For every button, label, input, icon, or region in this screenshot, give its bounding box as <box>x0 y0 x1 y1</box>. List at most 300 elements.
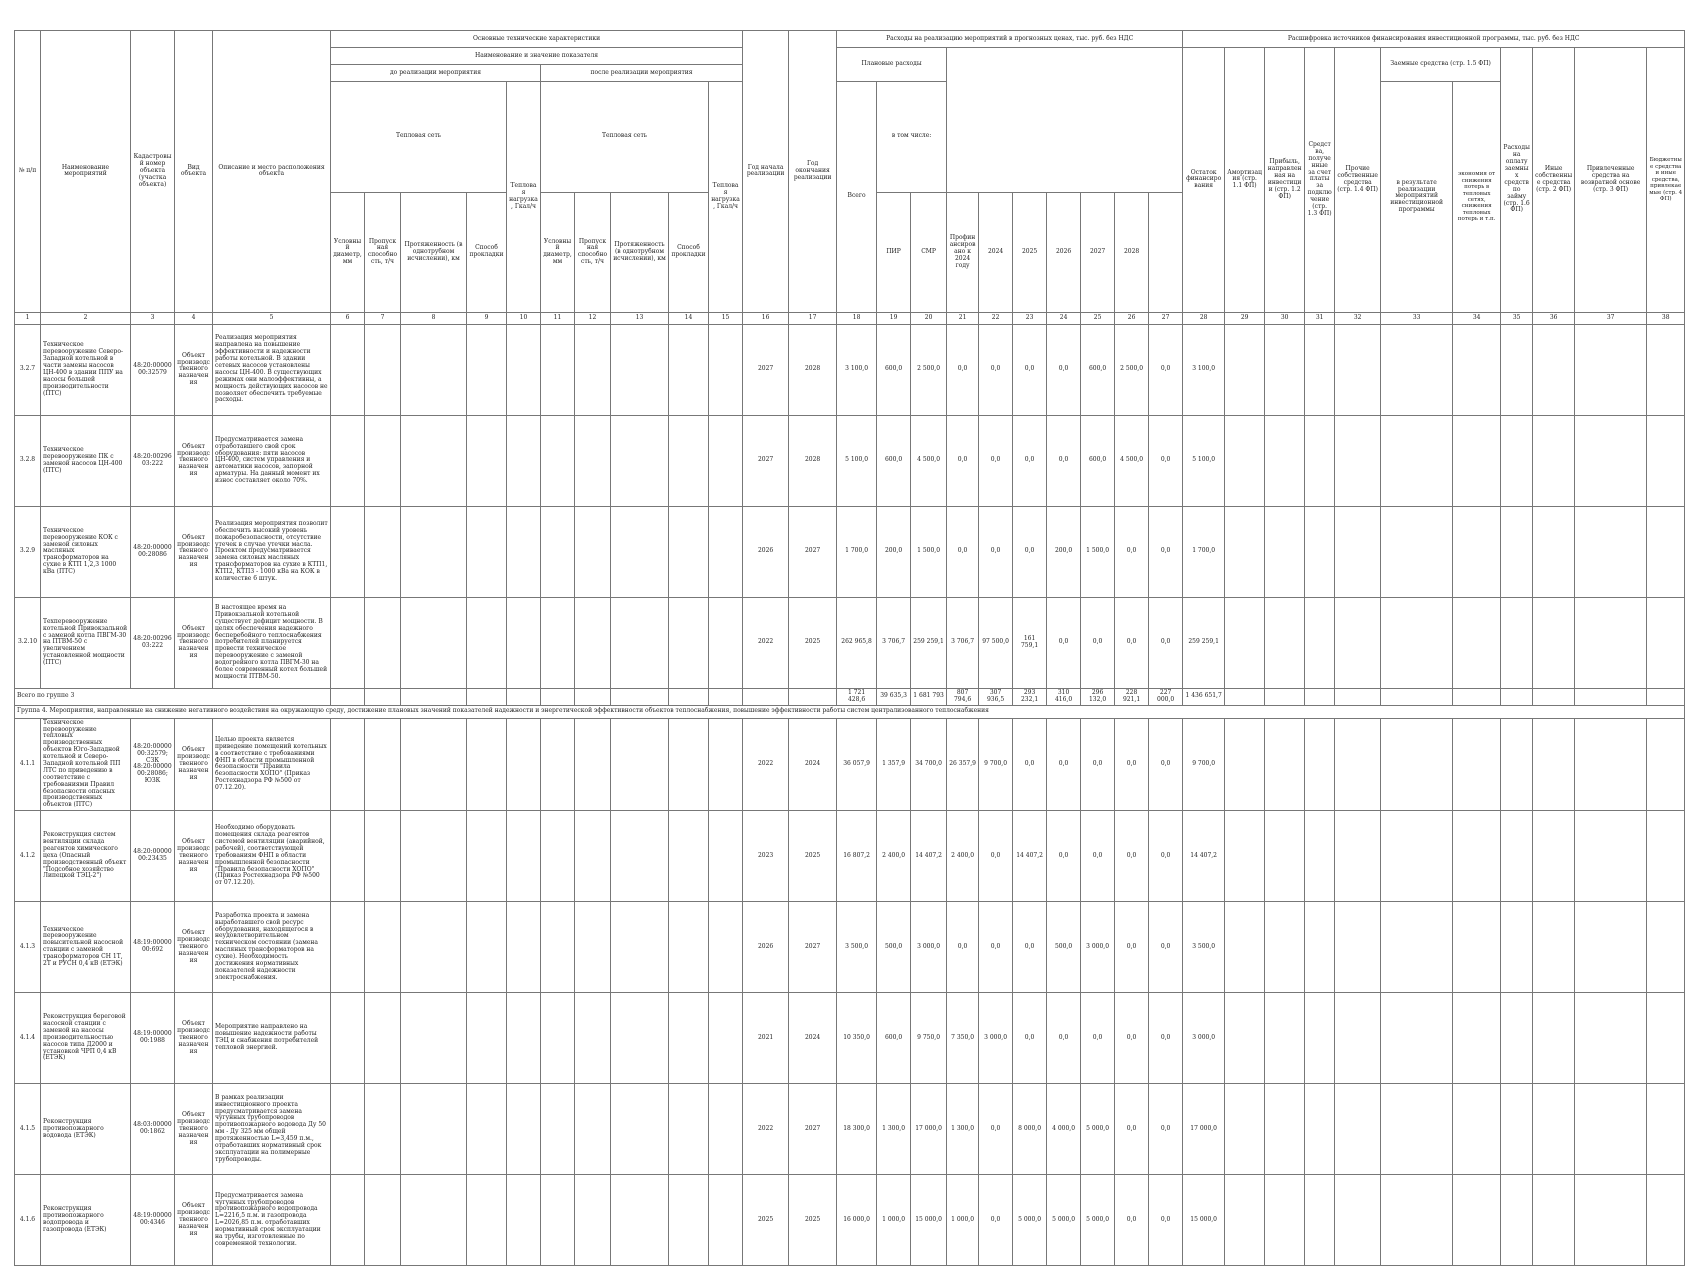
tech-char-cell <box>575 902 611 993</box>
column-number: 27 <box>1149 312 1183 324</box>
column-number: 6 <box>331 312 365 324</box>
column-number: 13 <box>611 312 669 324</box>
financing-cell <box>1225 811 1265 902</box>
tech-char-cell <box>331 718 365 811</box>
col-head-31: Прочие собственные средства (стр. 1.4 ФП) <box>1335 48 1381 313</box>
tech-char-cell <box>541 993 575 1084</box>
financing-cell <box>1225 324 1265 415</box>
table-row <box>15 1084 1685 1175</box>
financing-cell <box>1381 324 1453 415</box>
tech-char-cell <box>467 597 507 688</box>
blank-cell <box>669 688 709 705</box>
financing-cell <box>1575 718 1647 811</box>
group-total-label: Всего по группе 3 <box>15 688 331 705</box>
tech-char-cell <box>541 902 575 993</box>
end-year: 2025 <box>789 811 837 902</box>
col-head-5: Описание и место расположения объекта <box>213 31 331 313</box>
value-v27: 3 000,0 <box>1081 902 1115 993</box>
value-v26: 0,0 <box>1047 597 1081 688</box>
financing-cell <box>1533 811 1575 902</box>
col-head-27: Остаток финансирования <box>1183 48 1225 313</box>
column-number: 35 <box>1501 312 1533 324</box>
financing-cell <box>1501 1084 1533 1175</box>
row-number: 3.2.10 <box>15 597 41 688</box>
financing-cell <box>1335 902 1381 993</box>
value-amort: 259 259,1 <box>1183 597 1225 688</box>
tech-char-cell <box>401 324 467 415</box>
tech-char-cell <box>365 1084 401 1175</box>
column-number: 11 <box>541 312 575 324</box>
tech-char-cell <box>401 811 467 902</box>
object-kind: Объект производственного назначения <box>175 1175 213 1266</box>
start-year: 2027 <box>743 324 789 415</box>
financing-cell <box>1225 1084 1265 1175</box>
value-v28: 0,0 <box>1115 1175 1149 1266</box>
value-amort: 3 500,0 <box>1183 902 1225 993</box>
tech-char-cell <box>401 506 467 597</box>
tech-char-cell <box>575 1175 611 1266</box>
tech-char-cell <box>401 718 467 811</box>
start-year: 2023 <box>743 811 789 902</box>
col-head-6: Условный диаметр, мм <box>331 192 365 312</box>
investment-table <box>14 30 1685 1266</box>
measure-name: Реконструкция береговой насосной станции с заменой на насосы производительностью насосов типа Д2000 и установкой ЧРП 0,4 кВ (ЕТЭК) <box>41 993 131 1084</box>
object-description: В рамках реализации инвестиционного проекта предусматривается замена чугунных трубопроводов противопожарного водовода Ду 50 мм - Ду 325 мм общей протяженностью L=3,459 п.м., отработавших нормативный срок эксплуатации на полимерные трубопроводы. <box>213 1084 331 1175</box>
value-fin: 1 000,0 <box>947 1175 979 1266</box>
blank-cell <box>1453 688 1501 705</box>
tech-char-cell <box>365 718 401 811</box>
tech-char-cell <box>401 415 467 506</box>
financing-cell <box>1453 993 1501 1084</box>
financing-cell <box>1575 1084 1647 1175</box>
financing-cell <box>1381 415 1453 506</box>
tech-char-cell <box>467 324 507 415</box>
tech-char-cell <box>575 811 611 902</box>
financing-cell <box>1533 597 1575 688</box>
total-v25: 293 232,1 <box>1013 688 1047 705</box>
end-year: 2024 <box>789 718 837 811</box>
head-heatnet-after: Тепловая сеть <box>541 82 709 193</box>
financing-cell <box>1265 718 1305 811</box>
tech-char-cell <box>709 324 743 415</box>
value-v24: 9 700,0 <box>979 718 1013 811</box>
value-total: 5 100,0 <box>837 415 877 506</box>
measure-name: Техническое перевооружение тепловых производственных объектов Юго-Западной котельной и Северо-Западной котельной ПП ЛТС по приведению в соответствие с требованиями Правил безопасности опасных производственных объектов (ПТС) <box>41 718 131 811</box>
financing-cell <box>1225 506 1265 597</box>
financing-cell <box>1381 811 1453 902</box>
value-v26: 4 000,0 <box>1047 1084 1081 1175</box>
head-indicator: Наименование и значение показателя <box>331 48 743 65</box>
head-before: до реализации мероприятия <box>331 65 541 82</box>
head-after: после реализации мероприятия <box>541 65 743 82</box>
financing-cell <box>1533 506 1575 597</box>
table-row <box>15 415 1685 506</box>
value-total: 10 350,0 <box>837 993 877 1084</box>
cadastral-number: 48:20:0029603:222 <box>131 415 175 506</box>
financing-cell <box>1533 718 1575 811</box>
financing-cell <box>1265 597 1305 688</box>
tech-char-cell <box>611 415 669 506</box>
financing-cell <box>1265 1175 1305 1266</box>
financing-cell <box>1381 993 1453 1084</box>
column-number: 24 <box>1047 312 1081 324</box>
value-v24: 0,0 <box>979 324 1013 415</box>
tech-char-cell <box>507 415 541 506</box>
tech-char-cell <box>669 902 709 993</box>
tech-char-cell <box>507 993 541 1084</box>
blank-cell <box>611 688 669 705</box>
start-year: 2025 <box>743 1175 789 1266</box>
column-number: 36 <box>1533 312 1575 324</box>
financing-cell <box>1647 597 1685 688</box>
table-row <box>15 811 1685 902</box>
cadastral-number: 48:19:0000000:1988 <box>131 993 175 1084</box>
tech-char-cell <box>331 415 365 506</box>
blank-cell <box>1335 688 1381 705</box>
value-smr: 14 407,2 <box>911 811 947 902</box>
value-amort: 3 100,0 <box>1183 324 1225 415</box>
tech-char-cell <box>365 597 401 688</box>
financing-cell <box>1225 993 1265 1084</box>
tech-char-cell <box>401 597 467 688</box>
col-head-11: Условный диаметр, мм <box>541 192 575 312</box>
tech-char-cell <box>611 597 669 688</box>
tech-char-cell <box>611 1175 669 1266</box>
financing-cell <box>1501 1175 1533 1266</box>
value-smr: 2 500,0 <box>911 324 947 415</box>
blank-cell <box>541 688 575 705</box>
col-head-12: Пропускная способность, т/ч <box>575 192 611 312</box>
financing-cell <box>1533 1084 1575 1175</box>
value-v24: 0,0 <box>979 1175 1013 1266</box>
start-year: 2022 <box>743 718 789 811</box>
end-year: 2027 <box>789 506 837 597</box>
column-number: 21 <box>947 312 979 324</box>
column-number: 2 <box>41 312 131 324</box>
tech-char-cell <box>467 718 507 811</box>
start-year: 2026 <box>743 506 789 597</box>
value-pir: 600,0 <box>877 993 911 1084</box>
financing-cell <box>1225 1175 1265 1266</box>
measure-name: Техническое перевооружение Северо-Западной котельной в части замены насосов ЦН-400 в здании ППУ на насосы большей производительности (ПТС) <box>41 324 131 415</box>
blank-cell <box>789 688 837 705</box>
tech-char-cell <box>467 993 507 1084</box>
col-head-17: Год окончания реализации <box>789 31 837 313</box>
object-description: В настоящее время на Привокзальной котельной существует дефицит мощности. В целях обеспечения надежного бесперебойного теплоснабжения потребителей планируется провести техническое перевооружение с заменой водогрейного котла ПВГМ-30 на более современный котел большей мощности ПТВМ-50. <box>213 597 331 688</box>
head-planned: Плановые расходы <box>837 48 947 82</box>
col-head-18: Всего <box>837 82 877 313</box>
financing-cell <box>1575 597 1647 688</box>
value-v28: 2 500,0 <box>1115 324 1149 415</box>
col-head-37: Бюджетные средства и иные средства, привлекаемые (стр. 4 ФП) <box>1647 48 1685 313</box>
financing-cell <box>1335 718 1381 811</box>
col-head-9: Способ прокладки <box>467 192 507 312</box>
value-rest: 0,0 <box>1149 1175 1183 1266</box>
value-v28: 0,0 <box>1115 506 1149 597</box>
tech-char-cell <box>541 718 575 811</box>
financing-cell <box>1453 718 1501 811</box>
measure-name: Реконструкция систем вентиляции склада реагентов химического цеха (Опасный производственный объект "Подсобное хозяйство Липецкой ТЭЦ-2") <box>41 811 131 902</box>
financing-cell <box>1533 902 1575 993</box>
value-v26: 0,0 <box>1047 415 1081 506</box>
financing-cell <box>1265 902 1305 993</box>
row-number: 4.1.1 <box>15 718 41 811</box>
tech-char-cell <box>365 902 401 993</box>
tech-char-cell <box>669 506 709 597</box>
column-number: 1 <box>15 312 41 324</box>
tech-char-cell <box>575 597 611 688</box>
total-amort: 1 436 651,7 <box>1183 688 1225 705</box>
value-fin: 0,0 <box>947 415 979 506</box>
value-smr: 15 000,0 <box>911 1175 947 1266</box>
financing-cell <box>1453 1084 1501 1175</box>
table-row <box>15 506 1685 597</box>
table-row <box>15 902 1685 993</box>
tech-char-cell <box>541 506 575 597</box>
col-head-36: Привлеченные средства на возвратной основе (стр. 3 ФП) <box>1575 48 1647 313</box>
financing-cell <box>1501 993 1533 1084</box>
table-row <box>15 1175 1685 1266</box>
tech-char-cell <box>611 506 669 597</box>
object-description: Необходимо оборудовать помещения склада реагентов системой вентиляции (аварийной, рабочей), соответствующей требованиям ФНП в области промышленной безопасности "Правила безопасности ХОПО" (Приказ Ростехнадзора РФ №500 от 07.12.20). <box>213 811 331 902</box>
blank-cell <box>401 688 467 705</box>
column-number: 32 <box>1335 312 1381 324</box>
blank-cell <box>1305 688 1335 705</box>
tech-char-cell <box>401 1084 467 1175</box>
end-year: 2027 <box>789 902 837 993</box>
tech-char-cell <box>467 506 507 597</box>
cadastral-number: 48:20:0000000:32579 <box>131 324 175 415</box>
end-year: 2024 <box>789 993 837 1084</box>
row-number: 4.1.2 <box>15 811 41 902</box>
column-number: 5 <box>213 312 331 324</box>
start-year: 2026 <box>743 902 789 993</box>
value-v27: 5 000,0 <box>1081 1175 1115 1266</box>
financing-cell <box>1647 902 1685 993</box>
financing-cell <box>1335 1084 1381 1175</box>
start-year: 2022 <box>743 597 789 688</box>
col-head-34: Расходы на оплату заемных средств по займу (стр. 1.6 ФП) <box>1501 48 1533 313</box>
financing-cell <box>1575 415 1647 506</box>
value-pir: 600,0 <box>877 415 911 506</box>
value-pir: 1 000,0 <box>877 1175 911 1266</box>
tech-char-cell <box>331 324 365 415</box>
financing-cell <box>1265 1084 1305 1175</box>
financing-cell <box>1533 415 1575 506</box>
col-head-21: Профинансировано к 2024 году <box>947 192 979 312</box>
head-financing: Расшифровка источников финансирования инвестиционной программы, тыс. руб. без НДС <box>1183 31 1685 48</box>
value-v26: 0,0 <box>1047 718 1081 811</box>
blank-cell <box>507 688 541 705</box>
financing-cell <box>1501 415 1533 506</box>
value-v28: 0,0 <box>1115 993 1149 1084</box>
financing-cell <box>1225 415 1265 506</box>
financing-cell <box>1305 324 1335 415</box>
financing-cell <box>1225 718 1265 811</box>
measure-name: Техническое перевооружение ПК с заменой насосов ЦН-400 (ПТС) <box>41 415 131 506</box>
column-number: 34 <box>1453 312 1501 324</box>
tech-char-cell <box>709 597 743 688</box>
object-kind: Объект производственного назначения <box>175 506 213 597</box>
financing-cell <box>1305 1084 1335 1175</box>
financing-cell <box>1305 506 1335 597</box>
tech-char-cell <box>541 1084 575 1175</box>
blank-cell <box>1647 688 1685 705</box>
object-kind: Объект производственного назначения <box>175 811 213 902</box>
tech-char-cell <box>507 718 541 811</box>
value-rest: 0,0 <box>1149 811 1183 902</box>
col-head-22: 2024 <box>979 192 1013 312</box>
tech-char-cell <box>575 993 611 1084</box>
tech-char-cell <box>331 993 365 1084</box>
financing-cell <box>1381 902 1453 993</box>
blank-cell <box>709 688 743 705</box>
measure-name: Реконструкция противопожарного водовода (ЕТЭК) <box>41 1084 131 1175</box>
start-year: 2027 <box>743 415 789 506</box>
blank-cell <box>743 688 789 705</box>
column-number: 30 <box>1265 312 1305 324</box>
value-amort: 3 000,0 <box>1183 993 1225 1084</box>
value-v27: 1 500,0 <box>1081 506 1115 597</box>
start-year: 2021 <box>743 993 789 1084</box>
value-v24: 0,0 <box>979 1084 1013 1175</box>
value-fin: 1 300,0 <box>947 1084 979 1175</box>
value-fin: 7 350,0 <box>947 993 979 1084</box>
tech-char-cell <box>575 506 611 597</box>
tech-char-cell <box>331 1084 365 1175</box>
financing-cell <box>1575 993 1647 1084</box>
measure-name: Техперевооружение котельной Привокзальной с заменой котла ПВГМ-30 на ПТВМ-50 с увеличением установленной мощности (ПТС) <box>41 597 131 688</box>
col-head-10: Тепловая нагрузка, Гкал/ч <box>507 82 541 313</box>
financing-cell <box>1647 1175 1685 1266</box>
value-v24: 0,0 <box>979 506 1013 597</box>
value-v27: 0,0 <box>1081 718 1115 811</box>
financing-cell <box>1501 324 1533 415</box>
column-number: 29 <box>1225 312 1265 324</box>
financing-cell <box>1335 597 1381 688</box>
object-kind: Объект производственного назначения <box>175 902 213 993</box>
object-kind: Объект производственного назначения <box>175 718 213 811</box>
group-total-row <box>15 688 1685 705</box>
tech-char-cell <box>669 718 709 811</box>
column-number: 23 <box>1013 312 1047 324</box>
financing-cell <box>1265 415 1305 506</box>
financing-cell <box>1575 1175 1647 1266</box>
value-pir: 500,0 <box>877 902 911 993</box>
tech-char-cell <box>669 1175 709 1266</box>
value-v28: 0,0 <box>1115 597 1149 688</box>
tech-char-cell <box>669 415 709 506</box>
financing-cell <box>1265 811 1305 902</box>
column-number: 15 <box>709 312 743 324</box>
tech-char-cell <box>467 415 507 506</box>
object-description: Реализация мероприятия позволит обеспечить высокий уровень пожаробезопасности, отсутствие утечек в случае утечки масла. Проектом предусматривается замена силовых масляных трансформаторов на сухие в КТП1, КТП2, КТП3 - 1000 кВа на КОК в количестве 6 штук. <box>213 506 331 597</box>
value-rest: 0,0 <box>1149 324 1183 415</box>
tech-char-cell <box>467 902 507 993</box>
row-number: 3.2.7 <box>15 324 41 415</box>
end-year: 2028 <box>789 324 837 415</box>
financing-cell <box>1265 506 1305 597</box>
cadastral-number: 48:20:0000000:28086 <box>131 506 175 597</box>
financing-cell <box>1453 902 1501 993</box>
tech-char-cell <box>709 1084 743 1175</box>
object-kind: Объект производственного назначения <box>175 324 213 415</box>
total-total: 1 721 428,6 <box>837 688 877 705</box>
row-number: 4.1.3 <box>15 902 41 993</box>
head-costs-blank <box>947 48 1183 193</box>
col-head-28: Амортизация (стр. 1.1 ФП) <box>1225 48 1265 313</box>
blank-cell <box>331 688 365 705</box>
value-pir: 1 300,0 <box>877 1084 911 1175</box>
tech-char-cell <box>365 811 401 902</box>
tech-char-cell <box>507 811 541 902</box>
value-v27: 0,0 <box>1081 811 1115 902</box>
value-smr: 3 000,0 <box>911 902 947 993</box>
tech-char-cell <box>365 506 401 597</box>
tech-char-cell <box>541 1175 575 1266</box>
column-number: 17 <box>789 312 837 324</box>
investment-program-sheet <box>14 30 1684 1266</box>
value-pir: 2 400,0 <box>877 811 911 902</box>
blank-cell <box>1533 688 1575 705</box>
value-v28: 0,0 <box>1115 902 1149 993</box>
column-number-row <box>15 312 1685 324</box>
end-year: 2028 <box>789 415 837 506</box>
value-v24: 0,0 <box>979 415 1013 506</box>
financing-cell <box>1501 597 1533 688</box>
tech-char-cell <box>709 718 743 811</box>
value-v25: 0,0 <box>1013 902 1047 993</box>
financing-cell <box>1501 506 1533 597</box>
value-pir: 600,0 <box>877 324 911 415</box>
value-pir: 1 357,9 <box>877 718 911 811</box>
value-v26: 200,0 <box>1047 506 1081 597</box>
col-head-35: Иные собственные средства (стр. 2 ФП) <box>1533 48 1575 313</box>
financing-cell <box>1575 811 1647 902</box>
column-number: 31 <box>1305 312 1335 324</box>
tech-char-cell <box>401 1175 467 1266</box>
tech-char-cell <box>541 811 575 902</box>
value-rest: 0,0 <box>1149 718 1183 811</box>
financing-cell <box>1305 1175 1335 1266</box>
tech-char-cell <box>507 1084 541 1175</box>
total-smr: 1 681 793 <box>911 688 947 705</box>
cadastral-number: 48:19:0000000:4346 <box>131 1175 175 1266</box>
financing-cell <box>1501 718 1533 811</box>
tech-char-cell <box>541 324 575 415</box>
col-head-20: СМР <box>911 192 947 312</box>
start-year: 2022 <box>743 1084 789 1175</box>
col-head-32: в результате реализации мероприятий инвестиционной программы <box>1381 82 1453 313</box>
value-v24: 3 000,0 <box>979 993 1013 1084</box>
tech-char-cell <box>365 415 401 506</box>
tech-char-cell <box>331 506 365 597</box>
financing-cell <box>1265 993 1305 1084</box>
blank-cell <box>1265 688 1305 705</box>
value-total: 16 807,2 <box>837 811 877 902</box>
value-smr: 17 000,0 <box>911 1084 947 1175</box>
value-pir: 200,0 <box>877 506 911 597</box>
tech-char-cell <box>611 718 669 811</box>
col-head-4: Вид объекта <box>175 31 213 313</box>
value-smr: 259 259,1 <box>911 597 947 688</box>
financing-cell <box>1453 415 1501 506</box>
col-head-1: № п/п <box>15 31 41 313</box>
col-head-24: 2026 <box>1047 192 1081 312</box>
value-v27: 600,0 <box>1081 415 1115 506</box>
financing-cell <box>1453 1175 1501 1266</box>
tech-char-cell <box>709 811 743 902</box>
